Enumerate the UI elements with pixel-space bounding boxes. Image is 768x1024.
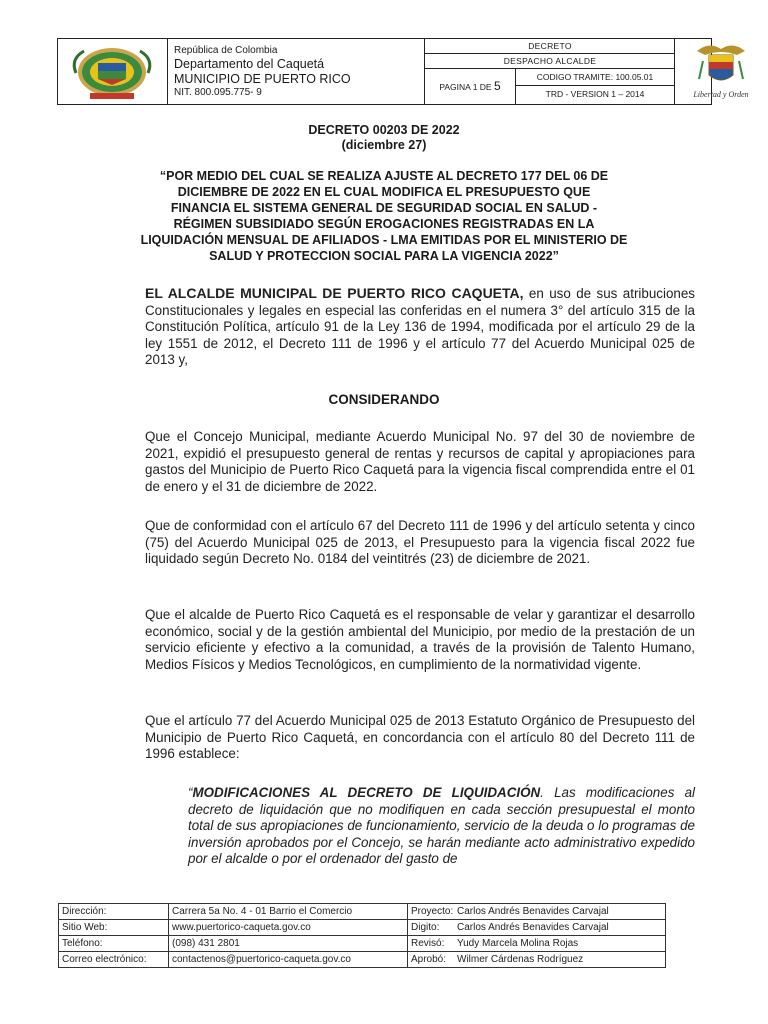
quote-open-mark: “ [188,785,193,800]
coat-of-arms-caption: Libertad y Orden [693,90,749,99]
country-name: República de Colombia [174,45,278,56]
subject-line: LIQUIDACIÓN MENSUAL DE AFILIADOS - LMA EMITIDAS POR EL MINISTERIO DE [140,233,628,247]
footer-person: Wilmer Cárdenas Rodríguez [457,953,584,965]
footer-label: Dirección: [59,904,169,920]
footer-responsible [408,952,666,968]
nit-number: NIT. 800.095.775- 9 [174,87,262,98]
footer-label: Teléfono: [59,936,169,952]
quote-text: . Las modificaciones al decreto de liquidación que no modifiquen en cada sección presupuestal el monto total de sus apropiaciones de funcionamiento, servicio de la deuda o lo programas de inversión aprobados por el Concejo, se harán mediante acto administrativo expedido por el alcalde o por el ordenador del gasto de [188,785,695,867]
subject-line: DICIEMBRE DE 2022 EN EL CUAL MODIFICA EL PRESUPUESTO QUE [177,185,591,199]
footer-value: (098) 431 2801 [169,936,408,952]
footer-website-link[interactable]: www.puertorico-caqueta.gov.co [169,920,408,936]
page-total: 5 [493,79,501,93]
table-row [59,936,666,952]
table-row [59,952,666,968]
footer-value: Carrera 5a No. 4 - 01 Barrio el Comercio [169,904,408,920]
office-name: DESPACHO ALCALDE [425,54,675,69]
considerando-heading: CONSIDERANDO [328,392,440,407]
footer-responsible [408,920,666,936]
footer-person: Carlos Andrés Benavides Carvajal [457,905,609,917]
footer-responsible [408,936,666,952]
decree-number: DECRETO 00203 DE 2022 [308,123,460,137]
trd-version: TRD - VERSION 1 – 2014 [545,89,645,99]
decree-date: (diciembre 27) [341,138,427,152]
page-indicator [425,69,516,104]
municipal-seal-icon [58,39,168,104]
subject-line: FINANCIA EL SISTEMA GENERAL DE SEGURIDAD SOCIAL EN SALUD - [170,201,598,215]
municipal-seal-logo [58,39,168,104]
footer-role: Revisó: [411,937,445,949]
document-control-block [425,39,675,104]
footer-label: Correo electrónico: [59,952,169,968]
doc-type: DECRETO [425,39,675,54]
footer-role: Proyecto: [411,905,454,917]
intro-paragraph [145,285,695,369]
entity-block [168,39,425,104]
considerando-paragraph: Que el alcalde de Puerto Rico Caquetá es el responsable de velar y garantizar el desarrollo económico, social y de la gestión ambiental del Municipio, por medio de la prestación de un servicio eficiente y efectivo a la comunidad, a través de la provisión de Talento Humano, Medios Físicos y Medios Tecnológicos, en cumplimiento de la normatividad vigente. [145,607,695,672]
contact-footer-table [58,903,666,968]
considerando-paragraph: Que el artículo 77 del Acuerdo Municipal 025 de 2013 Estatuto Orgánico de Presupuesto del Municipio de Puerto Rico Caquetá, en concordancia con el artículo 80 del Decreto 111 de 1996 establece: [145,713,695,762]
table-row [59,904,666,920]
tramite-code: CODIGO TRAMITE: 100.05.01 [515,69,675,86]
footer-role: Digito: [411,921,440,933]
department-name: Departamento del Caquetá [174,57,325,71]
considerando-paragraph: Que de conformidad con el artículo 67 del Decreto 111 de 1996 y del artículo setenta y cinco (75) del Acuerdo Municipal 025 de 2013, el Presupuesto para la vigencia fiscal 2022 fue liquidado según Decreto No. 0184 del veintitrés (23) de diciembre de 2021. [145,518,695,567]
subject-line: SALUD Y PROTECCION SOCIAL PARA LA VIGENCIA 2022” [209,249,559,263]
footer-label: Sitio Web: [59,920,169,936]
considerando-paragraph: Que el Concejo Municipal, mediante Acuerdo Municipal No. 97 del 30 de noviembre de 2021, expidió el presupuesto general de rentas y recursos de capital y apropiaciones para gastos del Municipio de Puerto Rico Caquetá para la vigencia fiscal comprendida entre el 01 de enero y el 31 de diciembre de 2022. [145,429,695,494]
subject-line: “POR MEDIO DEL CUAL SE REALIZA AJUSTE AL DECRETO 177 DEL 06 DE [159,169,609,183]
page-label: PAGINA 1 DE [439,82,492,92]
footer-person: Yudy Marcela Molina Rojas [457,937,579,949]
coat-of-arms-icon [675,39,768,104]
quote-heading: MODIFICACIONES AL DECRETO DE LIQUIDACIÓN [192,785,541,800]
municipality-name: MUNICIPIO DE PUERTO RICO [174,72,351,86]
quoted-article [188,785,695,868]
footer-responsible [408,904,666,920]
footer-role: Aprobó: [411,953,447,965]
intro-text: en uso de sus atribuciones Constitucionales y legales en especial las conferidas en el numera 3° del artículo 315 de la Constitución Política, artículo 91 de la Ley 136 de 1994, modificada por el artículo 29 de la ley 1551 de 2012, el Decreto 111 de 1996 y el artículo 77 del Acuerdo Municipal 025 de 2013 y, [145,286,695,368]
colombia-coat-of-arms [675,39,749,104]
footer-email-link[interactable]: contactenos@puertorico-caqueta.gov.co [169,952,408,968]
table-row [59,920,666,936]
footer-person: Carlos Andrés Benavides Carvajal [457,921,609,933]
subject-line: RÉGIMEN SUBSIDIADO SEGÚN EROGACIONES REGISTRADAS EN LA [173,217,595,231]
intro-bold: EL ALCALDE MUNICIPAL DE PUERTO RICO CAQUETA, [145,285,524,301]
document-header [57,38,749,105]
